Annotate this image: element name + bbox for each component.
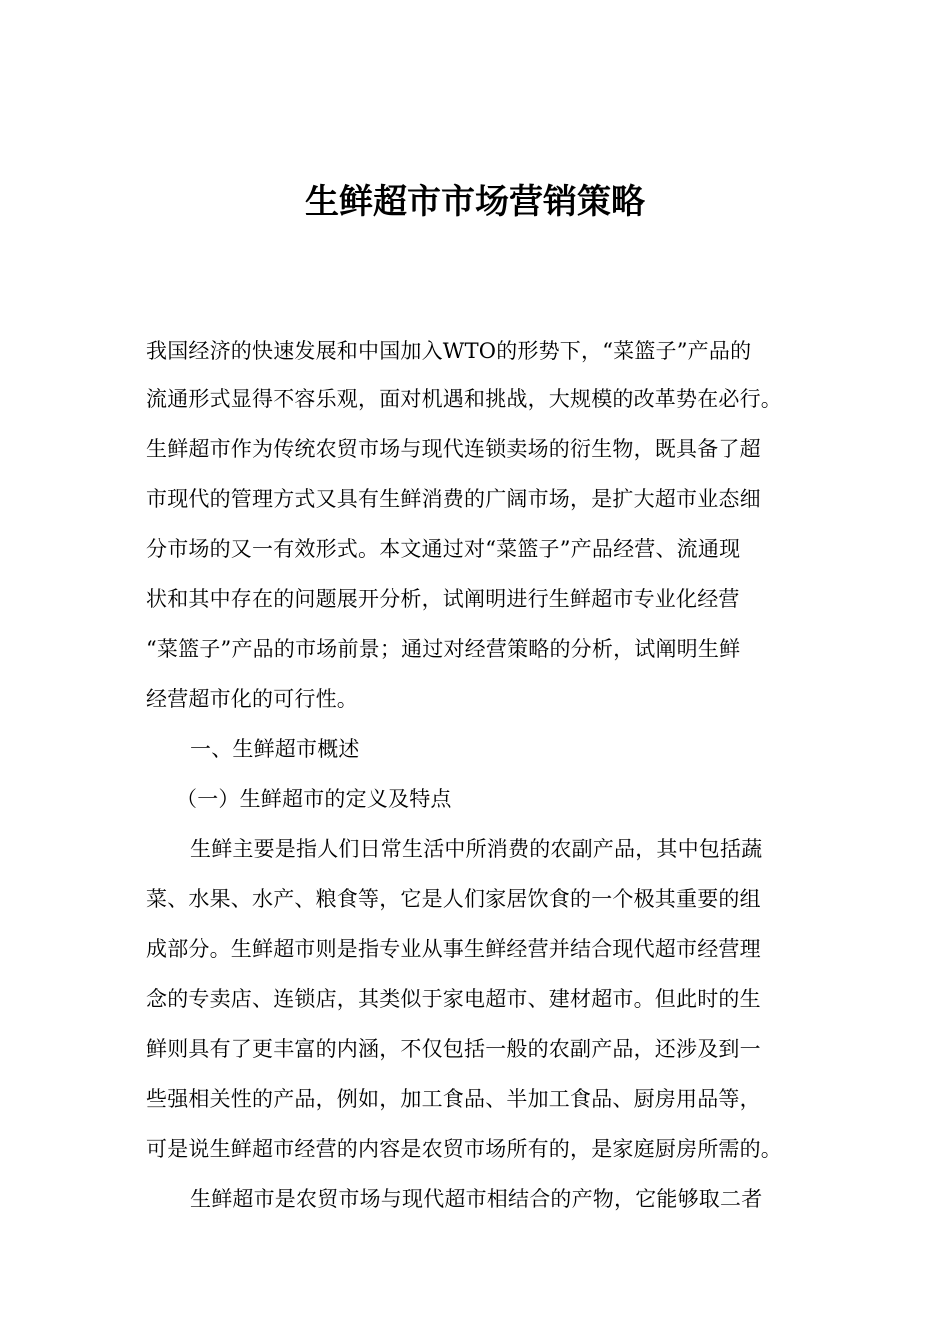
text-line: 鲜则具有了更丰富的内涵，不仅包括一般的农副产品，还涉及到一	[146, 1037, 761, 1061]
text-line: 些强相关性的产品，例如，加工食品、半加工食品、厨房用品等，	[146, 1087, 761, 1111]
text-line: 念的专卖店、连锁店，其类似于家电超市、建材超市。但此时的生	[146, 987, 761, 1011]
section-heading: 一、生鲜超市概述	[190, 737, 360, 761]
text-line: 生鲜主要是指人们日常生活中所消费的农副产品，其中包括蔬	[190, 837, 763, 861]
text-line: 我国经济的快速发展和中国加入WTO的形势下，“菜篮子”产品的	[146, 339, 752, 363]
text-line: 经营超市化的可行性。	[146, 687, 358, 711]
text-line: 状和其中存在的问题展开分析，试阐明进行生鲜超市专业化经营	[146, 587, 740, 611]
text-line: 菜、水果、水产、粮食等，它是人们家居饮食的一个极其重要的组	[146, 887, 761, 911]
text-line: 流通形式显得不容乐观，面对机遇和挑战，大规模的改革势在必行。	[146, 387, 782, 411]
text-line: 可是说生鲜超市经营的内容是农贸市场所有的，是家庭厨房所需的。	[146, 1137, 782, 1161]
subsection-heading: （一）生鲜超市的定义及特点	[176, 787, 452, 811]
text-line: 分市场的又一有效形式。本文通过对“菜篮子”产品经营、流通现	[146, 537, 741, 561]
document-title: 生鲜超市市场营销策略	[305, 182, 645, 222]
text-line: 成部分。生鲜超市则是指专业从事生鲜经营并结合现代超市经营理	[146, 937, 761, 961]
text-line: 生鲜超市是农贸市场与现代超市相结合的产物，它能够取二者	[190, 1187, 763, 1211]
text-line: 市现代的管理方式又具有生鲜消费的广阔市场，是扩大超市业态细	[146, 487, 761, 511]
text-line: 生鲜超市作为传统农贸市场与现代连锁卖场的衍生物，既具备了超	[146, 437, 761, 461]
text-line: “菜篮子”产品的市场前景；通过对经营策略的分析，试阐明生鲜	[146, 637, 741, 661]
